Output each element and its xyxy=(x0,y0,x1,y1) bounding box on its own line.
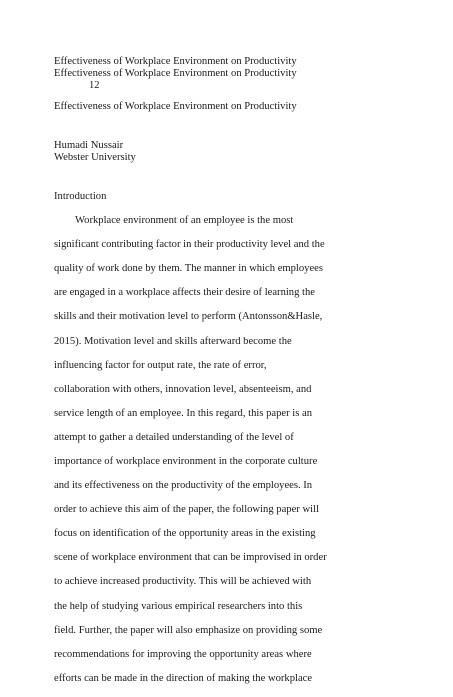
running-header-title: Effectiveness of Workplace Environment on Productivity xyxy=(54,56,297,67)
page-number: 12 xyxy=(89,80,100,91)
paragraph-line: attempt to gather a detailed understanding of the level of xyxy=(54,431,294,443)
paragraph-line: 2015). Motivation level and skills afterward become the xyxy=(54,335,292,347)
paragraph-line: Workplace environment of an employee is the most xyxy=(54,215,294,227)
paragraph-line: importance of workplace environment in the corporate culture xyxy=(54,455,318,467)
author-name: Humadi Nussair xyxy=(54,140,124,151)
paragraph-line: and its effectiveness on the productivity of the employees. In xyxy=(54,480,313,492)
paragraph-line: to achieve increased productivity. This will be achieved with xyxy=(54,576,312,588)
running-header-title-repeat: Effectiveness of Workplace Environment on Productivity xyxy=(54,68,297,79)
paragraph-line: recommendations for improving the opportunity areas where xyxy=(54,648,312,660)
paragraph-line: service length of an employee. In this regard, this paper is an xyxy=(54,407,312,419)
paragraph-line: field. Further, the paper will also emphasize on providing some xyxy=(54,624,323,636)
paragraph-line: influencing factor for output rate, the rate of error, xyxy=(54,359,267,371)
document-title: Effectiveness of Workplace Environment on Productivity xyxy=(54,101,297,112)
paragraph-line: the help of studying various empirical researchers into this xyxy=(54,600,303,612)
paragraph-line: skills and their motivation level to perform (Antonsson&Hasle, xyxy=(54,311,323,323)
paragraph-line: scene of workplace environment that can be improvised in order xyxy=(54,552,327,564)
paragraph-line: focus on identification of the opportunity areas in the existing xyxy=(54,528,316,540)
section-heading: Introduction xyxy=(54,191,107,202)
paragraph-line: significant contributing factor in their productivity level and the xyxy=(54,239,325,251)
introduction-paragraph xyxy=(54,203,400,697)
author-institution: Webster University xyxy=(54,152,136,163)
paragraph-line: collaboration with others, innovation level, absenteeism, and xyxy=(54,383,312,395)
paragraph-line: quality of work done by them. The manner in which employees xyxy=(54,263,323,275)
paragraph-line: are engaged in a workplace affects their desire of learning the xyxy=(54,287,315,299)
paragraph-line: efforts can be made in the direction of making the workplace xyxy=(54,672,313,684)
paragraph-line: order to achieve this aim of the paper, the following paper will xyxy=(54,504,319,516)
